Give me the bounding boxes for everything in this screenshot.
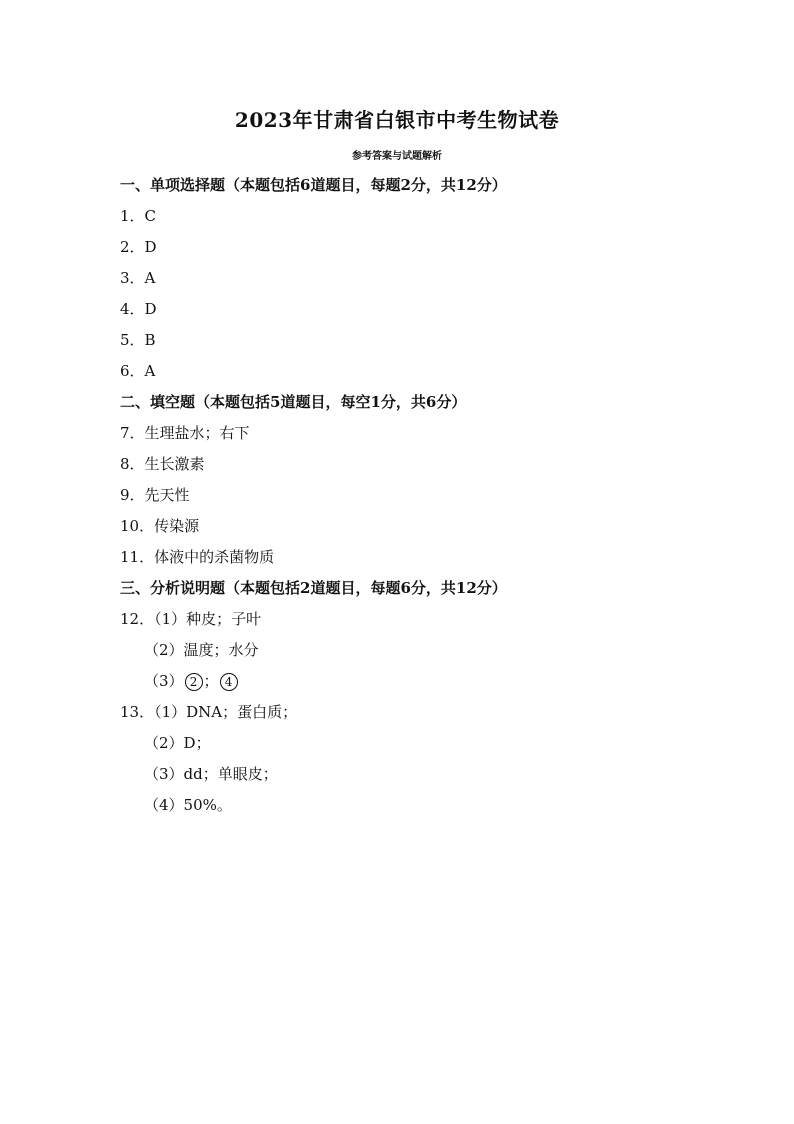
answer-item: 1．C <box>120 207 157 225</box>
answer-item: 6．A <box>120 362 156 380</box>
q12-part3-separator: ； <box>203 672 219 690</box>
answer-item: 10．传染源 <box>120 517 200 535</box>
answer-item-q13-part4: （4）50%。 <box>144 796 232 814</box>
answer-item: 5．B <box>120 331 156 349</box>
answer-content <box>120 170 720 821</box>
section-heading-choice: 一、单项选择题（本题包括6道题目，每题2分，共12分） <box>120 176 507 194</box>
answer-item: 2．D <box>120 238 157 256</box>
circled-number-2: 2 <box>185 673 203 691</box>
page-title: 2023年甘肃省白银市中考生物试卷 <box>234 108 560 132</box>
answer-item-q13-part3: （3）dd；单眼皮； <box>144 765 278 783</box>
answer-item: 3．A <box>120 269 156 287</box>
answer-item: 8．生长激素 <box>120 455 205 473</box>
answer-item: 4．D <box>120 300 157 318</box>
answer-item-q12-part1: 12．（1）种皮；子叶 <box>120 610 262 628</box>
section-heading-fill-blank: 二、填空题（本题包括5道题目，每空1分，共6分） <box>120 393 467 411</box>
answer-item: 11．体液中的杀菌物质 <box>120 548 275 566</box>
answer-item: 7．生理盐水；右下 <box>120 424 250 442</box>
answer-item: 9．先天性 <box>120 486 190 504</box>
page-subtitle: 参考答案与试题解析 <box>352 151 442 162</box>
answer-item-q13-part2: （2）D； <box>144 734 211 752</box>
answer-item-q12-part2: （2）温度；水分 <box>144 641 259 659</box>
circled-number-4: 4 <box>220 673 238 691</box>
q12-part3-prefix: （3） <box>144 672 184 690</box>
answer-item-q13-part1: 13．（1）DNA；蛋白质； <box>120 703 298 721</box>
section-heading-analysis: 三、分析说明题（本题包括2道题目，每题6分，共12分） <box>120 579 507 597</box>
answer-item-q12-part3 <box>120 666 720 697</box>
